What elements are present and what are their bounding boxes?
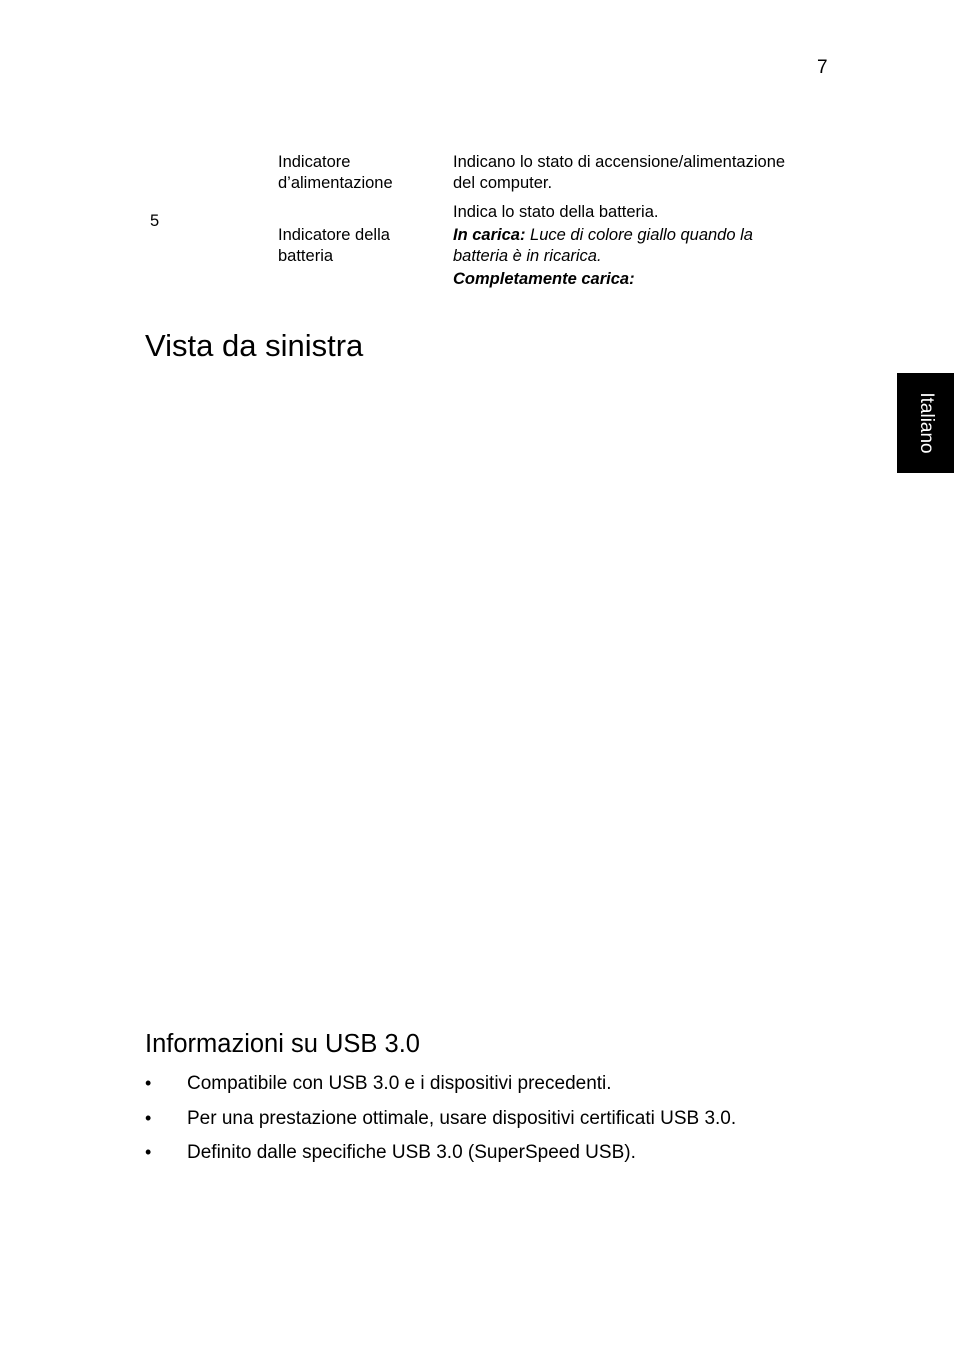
- row-number: 5: [150, 212, 160, 230]
- battery-indicator-label: [278, 225, 443, 267]
- charging-label: In carica:: [453, 226, 526, 244]
- list-item: [145, 1140, 736, 1175]
- battery-status-text: Indica lo stato della batteria.: [453, 203, 659, 221]
- list-item-text: Compatibile con USB 3.0 e i dispositivi precedenti.: [187, 1073, 612, 1094]
- power-indicator-description-line1: Indicano lo stato di accensione/alimentazione: [453, 153, 786, 171]
- section-title: Vista da sinistra: [145, 328, 364, 363]
- charging-text: Luce di colore giallo quando la: [525, 226, 753, 244]
- list-item-text: Per una prestazione ottimale, usare dispositivi certificati USB 3.0.: [187, 1107, 737, 1129]
- power-indicator-label: [278, 152, 443, 194]
- battery-indicator-label-line1: Indicatore della: [278, 226, 390, 244]
- power-indicator-label-line1: Indicatore: [278, 153, 351, 171]
- power-indicator-description: [453, 152, 833, 194]
- language-tab: [897, 373, 954, 473]
- bullet-icon: •: [145, 1073, 152, 1093]
- list-item-text: Definito dalle specifiche USB 3.0 (SuperSpeed USB).: [187, 1142, 636, 1163]
- language-tab-label: Italiano: [915, 392, 937, 454]
- page-number: 7: [817, 57, 828, 78]
- battery-indicator-description: [453, 202, 833, 290]
- bullet-icon: •: [145, 1142, 152, 1162]
- fully-charged-label: Completamente carica:: [453, 270, 635, 288]
- list-item: [145, 1106, 736, 1141]
- battery-indicator-label-line2: batteria: [278, 247, 334, 265]
- usb-section-title: Informazioni su USB 3.0: [145, 1030, 420, 1058]
- power-indicator-description-line2: del computer.: [453, 174, 553, 192]
- charging-line: [453, 225, 833, 246]
- usb-info-list: [145, 1071, 736, 1175]
- list-item: [145, 1071, 736, 1106]
- charging-text-line2: batteria è in ricarica.: [453, 247, 602, 265]
- bullet-icon: •: [145, 1107, 152, 1128]
- power-indicator-label-line2: d’alimentazione: [278, 174, 393, 192]
